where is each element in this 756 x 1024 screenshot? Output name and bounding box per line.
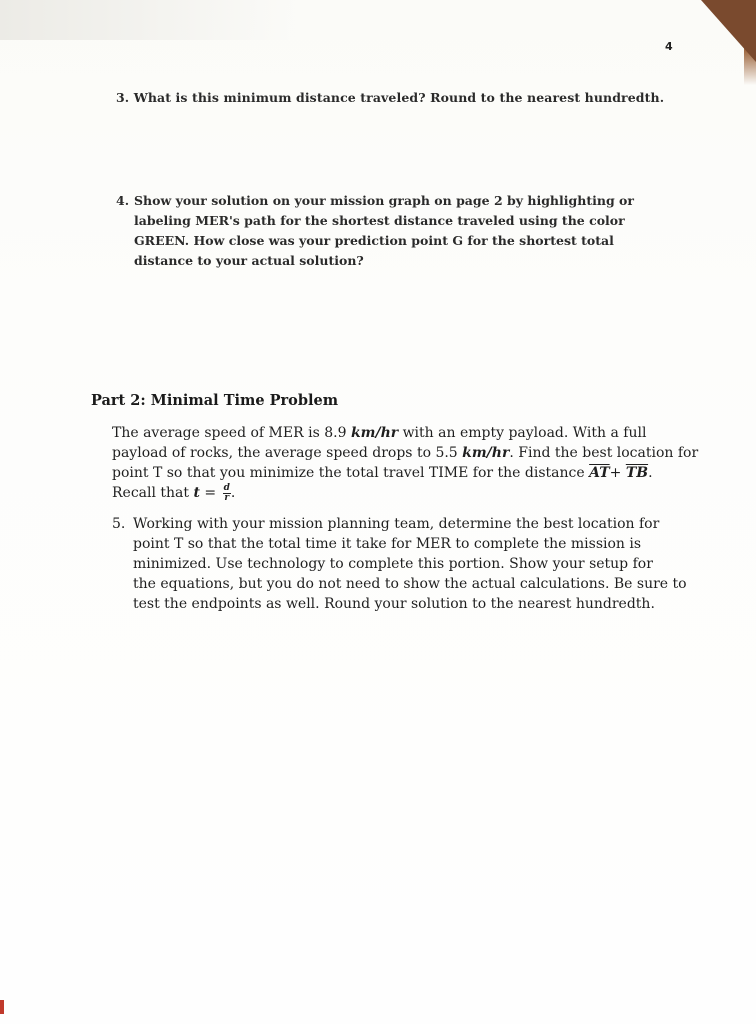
full-speed-value: 5.5 [435,445,458,461]
intro-text: . [648,465,653,481]
empty-speed-value: 8.9 [324,425,347,441]
question-4-number: 4. [116,193,130,208]
segment-at: $\overline{AT}$ [589,465,610,481]
intro-line-4 [112,483,674,503]
question-4-body [134,191,636,271]
paper-shadow [0,0,300,40]
question-4 [116,191,636,271]
segment-tb: $\overline{TB}$ [625,465,649,481]
intro-text: . Find the best location for [509,445,699,461]
table-corner [701,0,756,62]
question-5-line: test the endpoints as well. Round your solution to the nearest hundredth. [133,596,655,612]
question-5-body [133,514,687,614]
intro-line-2 [112,443,699,463]
question-4-line: GREEN. How close was your prediction point G for the shortest total [134,233,614,248]
intro-line-3 [112,463,674,483]
part-2-heading: Part 2: Minimal Time Problem [91,392,339,409]
equals-sign: = [199,485,221,501]
intro-text: payload of rocks, the average speed drops to [112,445,436,461]
question-5-line: the equations, but you do not need to show the actual calculations. Be sure to [133,576,687,592]
question-5-line: minimized. Use technology to complete this portion. Show your setup for [133,556,653,572]
speed-unit: km/hr [350,425,399,441]
question-5-line: point T so that the total time it take for MER to complete the mission is [133,536,642,552]
edge-mark [0,1000,4,1014]
page-number: 4 [665,40,673,53]
question-4-line: distance to your actual solution? [134,253,364,268]
time-variable: t [193,485,200,501]
intro-text: point T so that you minimize the total travel TIME for the distance [112,465,590,481]
question-5 [112,514,687,614]
intro-text: The average speed of MER is [112,425,325,441]
question-4-line: Show your solution on your mission graph on page 2 by highlighting or [134,193,634,208]
question-4-line: labeling MER's path for the shortest distance traveled using the color [134,213,625,228]
intro-line-1 [112,423,674,443]
question-5-line: Working with your mission planning team, determine the best location for [133,516,660,532]
intro-text: . [230,485,236,501]
question-3: 3. What is this minimum distance traveled? Round to the nearest hundredth. [116,90,665,105]
time-formula-fraction [223,484,231,503]
speed-unit: km/hr [462,445,510,461]
fraction-numerator: d [223,482,230,493]
plus-sign: + [609,465,622,481]
part-2-intro [112,423,699,503]
question-5-number: 5. [112,516,126,532]
intro-text: with an empty payload. With a full [398,425,647,441]
intro-text: Recall that [112,485,194,501]
fraction-denominator: r [224,492,230,503]
